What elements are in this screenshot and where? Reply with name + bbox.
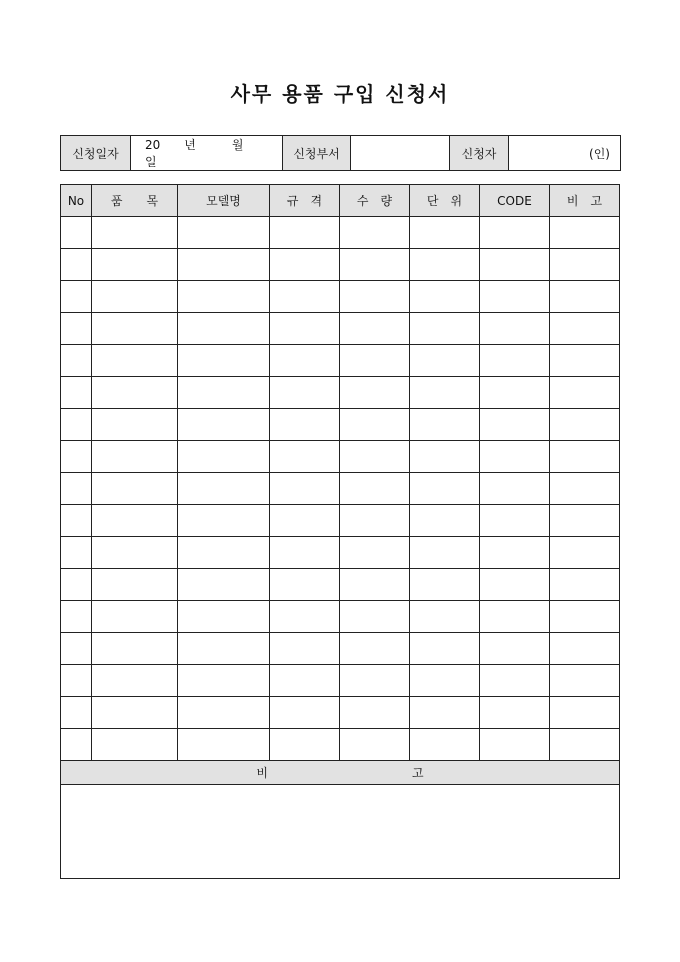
table-cell[interactable] (480, 665, 550, 697)
table-cell[interactable] (550, 633, 620, 665)
table-cell[interactable] (410, 601, 480, 633)
table-cell[interactable] (340, 377, 410, 409)
page-title: 사무 용품 구입 신청서 (230, 82, 450, 106)
table-cell[interactable] (480, 313, 550, 345)
table-cell[interactable] (480, 473, 550, 505)
table-cell[interactable] (550, 665, 620, 697)
header-note: 비 고 (550, 185, 620, 217)
table-cell[interactable] (550, 249, 620, 281)
table-cell[interactable] (270, 473, 340, 505)
table-cell[interactable] (340, 313, 410, 345)
table-cell[interactable] (270, 377, 340, 409)
table-cell[interactable] (410, 729, 480, 761)
table-cell[interactable] (92, 345, 178, 377)
table-cell[interactable] (340, 665, 410, 697)
table-cell[interactable] (92, 281, 178, 313)
table-cell[interactable] (340, 633, 410, 665)
table-row (61, 537, 620, 569)
items-header-row (61, 185, 620, 217)
table-row (61, 313, 620, 345)
table-cell[interactable] (550, 601, 620, 633)
header-item: 품 목 (92, 185, 178, 217)
table-cell[interactable] (270, 313, 340, 345)
table-row (61, 249, 620, 281)
table-cell[interactable] (480, 505, 550, 537)
table-cell[interactable] (410, 313, 480, 345)
table-cell[interactable] (410, 505, 480, 537)
table-cell[interactable] (270, 537, 340, 569)
table-cell[interactable] (410, 665, 480, 697)
table-cell[interactable] (178, 473, 270, 505)
table-cell[interactable] (550, 377, 620, 409)
table-cell[interactable] (340, 569, 410, 601)
table-cell[interactable] (92, 665, 178, 697)
table-cell[interactable] (480, 377, 550, 409)
table-cell[interactable] (410, 409, 480, 441)
table-cell[interactable] (92, 505, 178, 537)
table-cell[interactable] (61, 409, 92, 441)
table-cell[interactable] (410, 633, 480, 665)
remarks-table (60, 760, 620, 879)
table-cell[interactable] (61, 217, 92, 249)
table-cell[interactable] (340, 505, 410, 537)
header-code: CODE (480, 185, 550, 217)
table-cell[interactable] (61, 249, 92, 281)
header-unit: 단 위 (410, 185, 480, 217)
table-row (61, 697, 620, 729)
table-cell[interactable] (92, 441, 178, 473)
table-cell[interactable] (270, 345, 340, 377)
table-row (61, 665, 620, 697)
table-row (61, 505, 620, 537)
table-cell[interactable] (92, 409, 178, 441)
table-cell[interactable] (61, 313, 92, 345)
table-cell[interactable] (340, 537, 410, 569)
date-field[interactable]: 20 년 월 일 (131, 136, 283, 171)
table-cell[interactable] (410, 441, 480, 473)
table-cell[interactable] (270, 441, 340, 473)
table-cell[interactable] (270, 665, 340, 697)
table-row (61, 217, 620, 249)
table-cell[interactable] (61, 601, 92, 633)
table-row (61, 345, 620, 377)
table-cell[interactable] (61, 377, 92, 409)
items-table (60, 184, 620, 761)
table-cell[interactable] (410, 345, 480, 377)
table-row (61, 729, 620, 761)
table-cell[interactable] (178, 281, 270, 313)
table-cell[interactable] (178, 313, 270, 345)
table-cell[interactable] (480, 569, 550, 601)
table-cell[interactable] (178, 697, 270, 729)
header-model: 모델명 (178, 185, 270, 217)
table-cell[interactable] (178, 729, 270, 761)
table-cell[interactable] (480, 697, 550, 729)
table-cell[interactable] (550, 345, 620, 377)
table-row (61, 377, 620, 409)
table-cell[interactable] (340, 409, 410, 441)
table-cell[interactable] (178, 409, 270, 441)
table-cell[interactable] (270, 697, 340, 729)
table-cell[interactable] (550, 537, 620, 569)
table-cell[interactable] (178, 601, 270, 633)
applicant-label: 신청자 (450, 136, 509, 171)
table-cell[interactable] (480, 249, 550, 281)
table-cell[interactable] (92, 473, 178, 505)
request-info-table (60, 135, 621, 171)
table-cell[interactable] (178, 345, 270, 377)
table-row (61, 409, 620, 441)
table-cell[interactable] (340, 345, 410, 377)
table-cell[interactable] (178, 377, 270, 409)
table-cell[interactable] (178, 217, 270, 249)
table-cell[interactable] (92, 633, 178, 665)
table-cell[interactable] (92, 377, 178, 409)
table-cell[interactable] (270, 505, 340, 537)
table-cell[interactable] (178, 633, 270, 665)
table-cell[interactable] (178, 505, 270, 537)
table-cell[interactable] (61, 441, 92, 473)
table-cell[interactable] (92, 249, 178, 281)
table-cell[interactable] (480, 729, 550, 761)
table-cell[interactable] (340, 249, 410, 281)
table-cell[interactable] (550, 441, 620, 473)
table-row (61, 569, 620, 601)
table-cell[interactable] (61, 281, 92, 313)
table-cell[interactable] (410, 377, 480, 409)
table-cell[interactable] (92, 217, 178, 249)
table-cell[interactable] (61, 345, 92, 377)
table-cell[interactable] (92, 569, 178, 601)
table-cell[interactable] (270, 633, 340, 665)
table-cell[interactable] (178, 537, 270, 569)
table-cell[interactable] (92, 697, 178, 729)
table-cell[interactable] (270, 569, 340, 601)
table-row (61, 441, 620, 473)
table-cell[interactable] (92, 601, 178, 633)
table-cell[interactable] (340, 601, 410, 633)
table-cell[interactable] (92, 729, 178, 761)
table-cell[interactable] (410, 697, 480, 729)
table-cell[interactable] (340, 729, 410, 761)
table-cell[interactable] (61, 633, 92, 665)
applicant-field[interactable]: (인) (509, 136, 621, 171)
table-cell[interactable] (550, 473, 620, 505)
table-cell[interactable] (61, 505, 92, 537)
table-cell[interactable] (480, 441, 550, 473)
table-cell[interactable] (550, 505, 620, 537)
table-cell[interactable] (550, 313, 620, 345)
table-cell[interactable] (61, 537, 92, 569)
table-cell[interactable] (340, 281, 410, 313)
table-cell[interactable] (92, 537, 178, 569)
table-cell[interactable] (270, 729, 340, 761)
table-cell[interactable] (178, 441, 270, 473)
department-label: 신청부서 (283, 136, 351, 171)
table-cell[interactable] (410, 281, 480, 313)
header-no: No (61, 185, 92, 217)
table-cell[interactable] (61, 729, 92, 761)
table-cell[interactable] (340, 473, 410, 505)
table-cell[interactable] (270, 281, 340, 313)
table-cell[interactable] (178, 665, 270, 697)
table-cell[interactable] (550, 697, 620, 729)
table-row (61, 633, 620, 665)
table-cell[interactable] (480, 633, 550, 665)
table-row (61, 473, 620, 505)
remarks-field[interactable] (61, 785, 620, 879)
table-cell[interactable] (410, 537, 480, 569)
table-cell[interactable] (410, 569, 480, 601)
table-cell[interactable] (410, 249, 480, 281)
date-label: 신청일자 (61, 136, 131, 171)
table-cell[interactable] (270, 249, 340, 281)
table-cell[interactable] (550, 729, 620, 761)
table-cell[interactable] (61, 569, 92, 601)
table-cell[interactable] (550, 281, 620, 313)
table-cell[interactable] (480, 281, 550, 313)
table-cell[interactable] (270, 601, 340, 633)
table-cell[interactable] (480, 537, 550, 569)
table-row (61, 601, 620, 633)
table-cell[interactable] (61, 473, 92, 505)
table-cell[interactable] (550, 217, 620, 249)
table-cell[interactable] (480, 345, 550, 377)
table-cell[interactable] (340, 697, 410, 729)
header-spec: 규 격 (270, 185, 340, 217)
department-field[interactable] (351, 136, 450, 171)
table-cell[interactable] (178, 249, 270, 281)
table-cell[interactable] (270, 409, 340, 441)
table-cell[interactable] (410, 473, 480, 505)
table-cell[interactable] (340, 217, 410, 249)
table-cell[interactable] (410, 217, 480, 249)
table-row (61, 281, 620, 313)
table-cell[interactable] (550, 409, 620, 441)
table-cell[interactable] (61, 665, 92, 697)
table-cell[interactable] (340, 441, 410, 473)
table-cell[interactable] (480, 601, 550, 633)
table-cell[interactable] (178, 569, 270, 601)
table-cell[interactable] (61, 697, 92, 729)
header-quantity: 수 량 (340, 185, 410, 217)
table-cell[interactable] (92, 313, 178, 345)
table-cell[interactable] (550, 569, 620, 601)
table-cell[interactable] (270, 217, 340, 249)
remarks-label: 비 고 (61, 761, 620, 785)
table-cell[interactable] (480, 409, 550, 441)
table-cell[interactable] (480, 217, 550, 249)
